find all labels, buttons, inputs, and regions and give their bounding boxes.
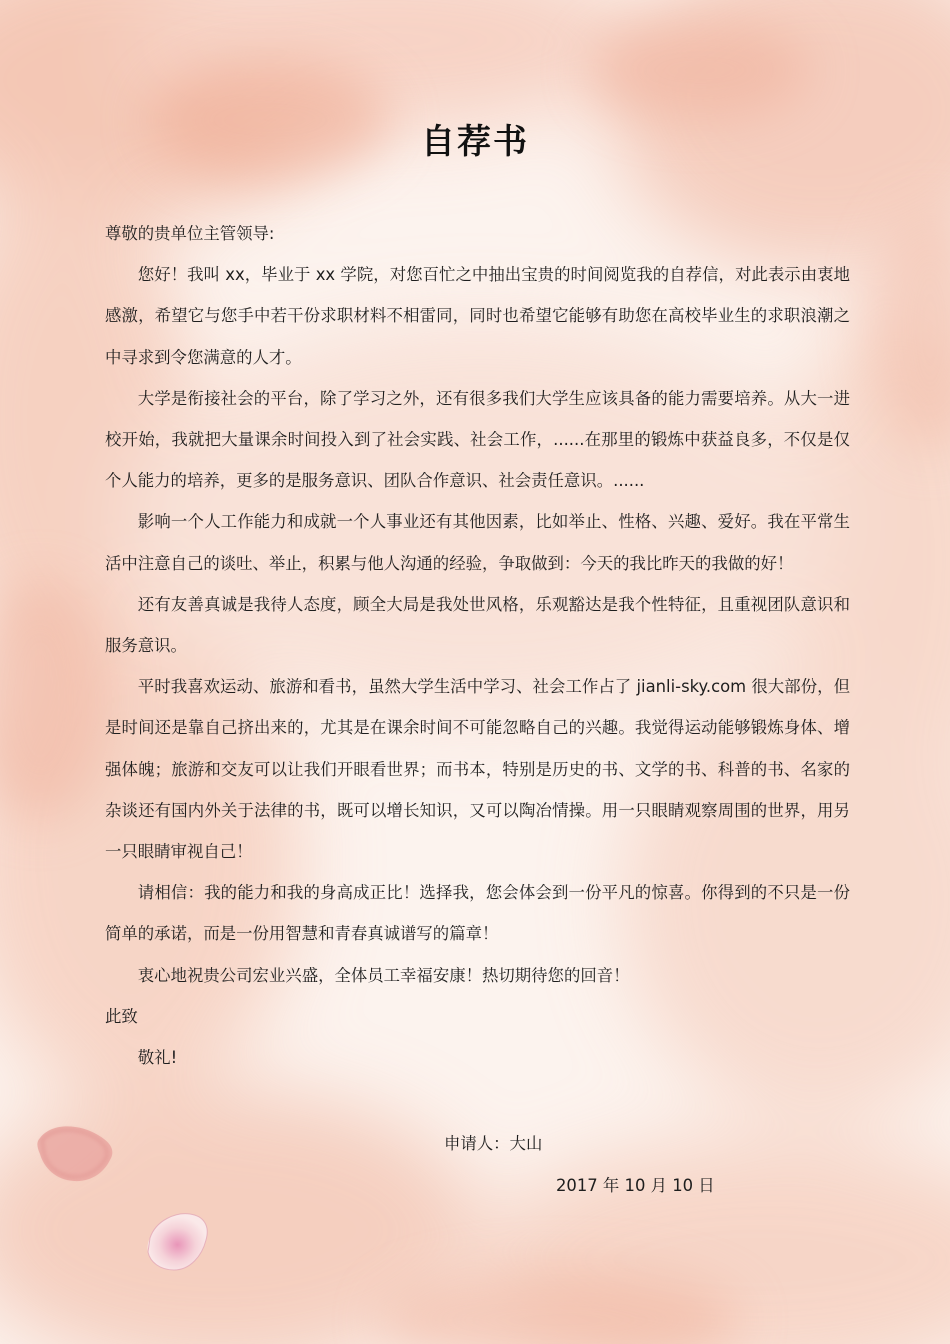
salutation: 尊敬的贵单位主管领导: <box>105 224 275 243</box>
paragraph-character: 影响一个人工作能力和成就一个人事业还有其他因素，比如举止、性格、兴趣、爱好。我在平常生活中注意自己的谈吐、举止，积累与他人沟通的经验，争取做到：今天的我比昨天的我做的好！ <box>105 512 850 573</box>
closing-line-1: 此致 <box>105 1006 138 1026</box>
signer: 申请人：大山 <box>444 1134 543 1153</box>
paragraph-attitude: 还有友善真诚是我待人态度，顾全大局是我处世风格，乐观豁达是我个性特征，且重视团队意识和服务意识。 <box>105 594 850 656</box>
letter-body <box>105 213 850 1078</box>
paragraph-believe: 请相信：我的能力和我的身高成正比！选择我，您会体会到一份平凡的惊喜。你得到的不只是一份简单的承诺，而是一份用智慧和青春真诚谱写的篇章！ <box>105 883 850 944</box>
page-title: 自荐书 <box>421 122 529 162</box>
paragraph-greeting: 您好！我叫 xx，毕业于 xx 学院，对您百忙之中抽出宝贵的时间阅览我的自荐信，对此表示由衷地感激，希望它与您手中若干份求职材料不相雷同，同时也希望它能够有助您在高校毕业生的求职浪潮之中寻求到令您满意的人才。 <box>105 265 850 367</box>
paragraph-hobbies: 平时我喜欢运动、旅游和看书，虽然大学生活中学习、社会工作占了 jianli-sky.com 很大部份，但是时间还是靠自己挤出来的，尤其是在课余时间不可能忽略自己的兴趣。我觉得运动能够锻炼身体、增强体魄；旅游和交友可以让我们开眼看世界；而书本，特别是历史的书、文学的书、科普的书、名家的杂谈还有国内外关于法律的书，既可以增长知识，又可以陶冶情操。用一只眼睛观察周围的世界，用另一只眼睛审视自己！ <box>105 677 850 862</box>
paragraph-university: 大学是衔接社会的平台，除了学习之外，还有很多我们大学生应该具备的能力需要培养。从大一进校开始，我就把大量课余时间投入到了社会实践、社会工作，......在那里的锻炼中获益良多，不仅是仅个人能力的培养，更多的是服务意识、团队合作意识、社会责任意识。...... <box>105 388 850 491</box>
letter-date: 2017 年 10 月 10 日 <box>556 1176 715 1195</box>
closing-line-2: 敬礼! <box>137 1048 178 1068</box>
paragraph-wishes: 衷心地祝贵公司宏业兴盛，全体员工幸福安康！热切期待您的回音！ <box>137 965 630 985</box>
